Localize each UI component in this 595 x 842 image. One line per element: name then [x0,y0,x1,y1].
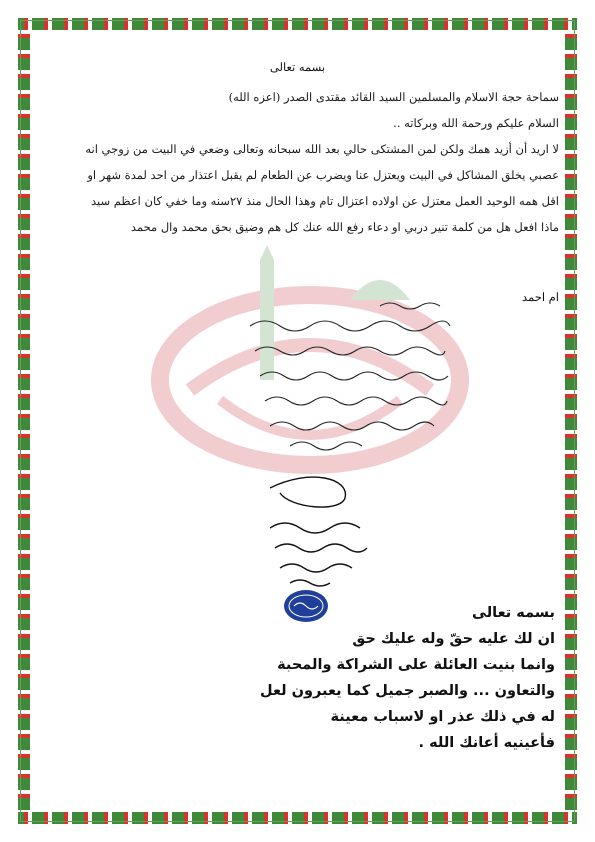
letter-line: ماذا افعل هل من كلمة تنير دربي او دعاء رفع الله عنك كل هم وضيق بحق محمد وال محمد [130,220,559,234]
reply-line: له في ذلك عذر او لاسباب معينة [330,709,555,725]
handwritten-reply-icon [230,296,470,456]
sender-name: ام احمد [522,290,559,304]
letter-body [36,84,559,240]
reply-line: بسمه تعالى [472,605,555,621]
letter-line: اقل همه الوحيد العمل معتزل عن اولاده اعتزال تام وهذا الحال منذ ٢٧سنه وما خفي كان اعظم سيد [90,194,559,208]
letter-line: لا اريد أن أزيد همك ولكن لمن المشتكى حالي بعد الله سبحانه وتعالى وضعي في البيت من زوجي انه [85,142,559,156]
signature-icon [250,468,380,588]
letter-line: السلام عليكم ورحمة الله وبركاته .. [393,116,559,130]
reply-line: وانما بنيت العائلة على الشراكة والمحبة [277,657,555,673]
reply-line: والتعاون ... والصبر جميل كما يعبرون لعل [260,683,555,699]
reply-line: فأعينيه أعانك الله . [418,735,555,751]
letter-line: عصبي يخلق المشاكل في البيت ويعتزل عنا ويضرب عن الطعام لم يقبل اعتذار من احد لمدة شهر او [87,168,559,182]
letter-heading: بسمه تعالى [269,60,326,74]
typed-reply [260,600,555,756]
reply-line: ان لك عليه حقّ وله عليك حق [352,631,555,647]
letter-line: سماحة حجة الاسلام والمسلمين السيد القائد مقتدى الصدر (اعزه الله) [228,90,559,104]
